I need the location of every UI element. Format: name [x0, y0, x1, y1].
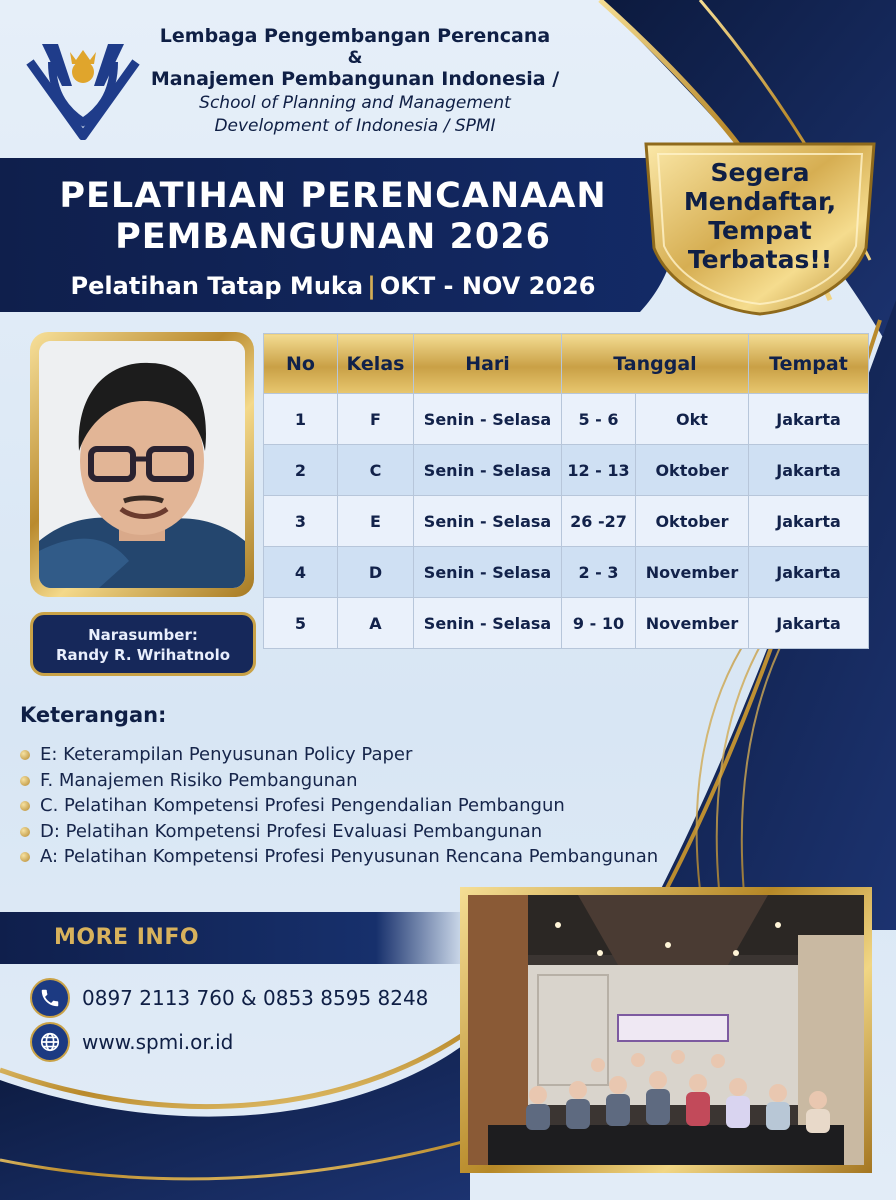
cell-bulan: November	[636, 547, 749, 598]
training-photo-frame	[460, 887, 872, 1173]
bullet-icon	[20, 776, 30, 786]
org-line-1: Lembaga Pengembangan Perencana	[159, 25, 551, 47]
org-line-2: &	[347, 48, 363, 68]
cell-hari: Senin - Selasa	[414, 445, 562, 496]
page-title-line-2: PEMBANGUNAN 2026	[115, 217, 551, 257]
cell-tempat: Jakarta	[749, 598, 869, 649]
globe-icon	[30, 1022, 70, 1062]
org-line-5: Development of Indonesia / SPMI	[214, 116, 496, 136]
page-title-line-1: PELATIHAN PERENCANAAN	[59, 176, 607, 216]
col-header-hari: Hari	[414, 334, 562, 394]
cell-tanggal: 12 - 13	[562, 445, 636, 496]
list-item	[20, 768, 658, 794]
spmi-logo	[22, 26, 144, 140]
bullet-icon	[20, 827, 30, 837]
contact-phone[interactable]	[30, 978, 428, 1018]
list-item-text: A: Pelatihan Kompetensi Profesi Penyusunan Rencana Pembangunan	[40, 846, 659, 867]
table-row	[264, 598, 869, 649]
speaker-label: Narasumber:	[88, 626, 198, 644]
subtitle-period: OKT - NOV 2026	[379, 272, 596, 300]
list-item-text: C. Pelatihan Kompetensi Profesi Pengendalian Pembangun	[40, 795, 565, 816]
cell-no: 3	[264, 496, 338, 547]
bullet-icon	[20, 801, 30, 811]
speaker-name: Randy R. Wrihatnolo	[55, 646, 231, 664]
phone-number: 0897 2113 760 & 0853 8595 8248	[82, 986, 429, 1010]
col-header-kelas: Kelas	[338, 334, 414, 394]
more-info-title: MORE INFO	[54, 925, 200, 950]
bullet-icon	[20, 750, 30, 760]
cell-tempat: Jakarta	[749, 394, 869, 445]
website-url: www.spmi.or.id	[82, 1030, 234, 1054]
cell-bulan: November	[636, 598, 749, 649]
cell-hari: Senin - Selasa	[414, 547, 562, 598]
cell-tempat: Jakarta	[749, 496, 869, 547]
cell-tempat: Jakarta	[749, 547, 869, 598]
cell-bulan: Oktober	[636, 496, 749, 547]
cell-hari: Senin - Selasa	[414, 598, 562, 649]
training-photo	[468, 895, 864, 1165]
cell-bulan: Okt	[636, 394, 749, 445]
schedule-table	[263, 333, 869, 649]
speaker-caption	[30, 612, 256, 676]
table-row	[264, 496, 869, 547]
page-subtitle	[0, 272, 666, 300]
badge-text	[652, 158, 868, 274]
table-row	[264, 547, 869, 598]
subtitle-separator: |	[367, 272, 376, 300]
cell-hari: Senin - Selasa	[414, 394, 562, 445]
cell-tanggal: 5 - 6	[562, 394, 636, 445]
bullet-icon	[20, 852, 30, 862]
cell-no: 1	[264, 394, 338, 445]
cell-tempat: Jakarta	[749, 445, 869, 496]
badge-line-1: Segera	[710, 158, 810, 187]
cell-no: 5	[264, 598, 338, 649]
badge-line-3: Tempat	[708, 216, 812, 245]
list-item	[20, 819, 658, 845]
speaker-photo-frame	[30, 332, 254, 597]
table-row	[264, 445, 869, 496]
col-header-no: No	[264, 334, 338, 394]
cell-tanggal: 2 - 3	[562, 547, 636, 598]
cell-tanggal: 26 -27	[562, 496, 636, 547]
badge-line-4: Terbatas!!	[687, 245, 833, 274]
list-item	[20, 742, 658, 768]
cell-bulan: Oktober	[636, 445, 749, 496]
phone-icon	[30, 978, 70, 1018]
contact-website[interactable]	[30, 1022, 233, 1062]
cell-no: 4	[264, 547, 338, 598]
organization-name	[150, 24, 560, 138]
badge-line-2: Mendaftar,	[683, 187, 837, 216]
org-line-4: School of Planning and Management	[199, 93, 511, 113]
keterangan-title: Keterangan:	[20, 703, 167, 727]
table-header-row	[264, 334, 869, 394]
list-item	[20, 844, 658, 870]
cell-kelas: E	[338, 496, 414, 547]
org-line-3: Manajemen Pembangunan Indonesia /	[150, 68, 560, 90]
list-item-text: F. Manajemen Risiko Pembangunan	[40, 769, 358, 791]
list-item-text: D: Pelatihan Kompetensi Profesi Evaluasi Pembangunan	[40, 820, 543, 842]
cell-kelas: A	[338, 598, 414, 649]
speaker-photo	[39, 341, 245, 588]
list-item-text: E: Keterampilan Penyusunan Policy Paper	[40, 744, 413, 765]
col-header-tanggal: Tanggal	[562, 334, 749, 394]
cell-hari: Senin - Selasa	[414, 496, 562, 547]
cell-kelas: F	[338, 394, 414, 445]
table-row	[264, 394, 869, 445]
list-item	[20, 793, 658, 819]
cell-kelas: D	[338, 547, 414, 598]
keterangan-list	[20, 742, 658, 870]
cell-kelas: C	[338, 445, 414, 496]
cell-tanggal: 9 - 10	[562, 598, 636, 649]
subtitle-format: Pelatihan Tatap Muka	[70, 272, 364, 300]
col-header-tempat: Tempat	[749, 334, 869, 394]
cell-no: 2	[264, 445, 338, 496]
